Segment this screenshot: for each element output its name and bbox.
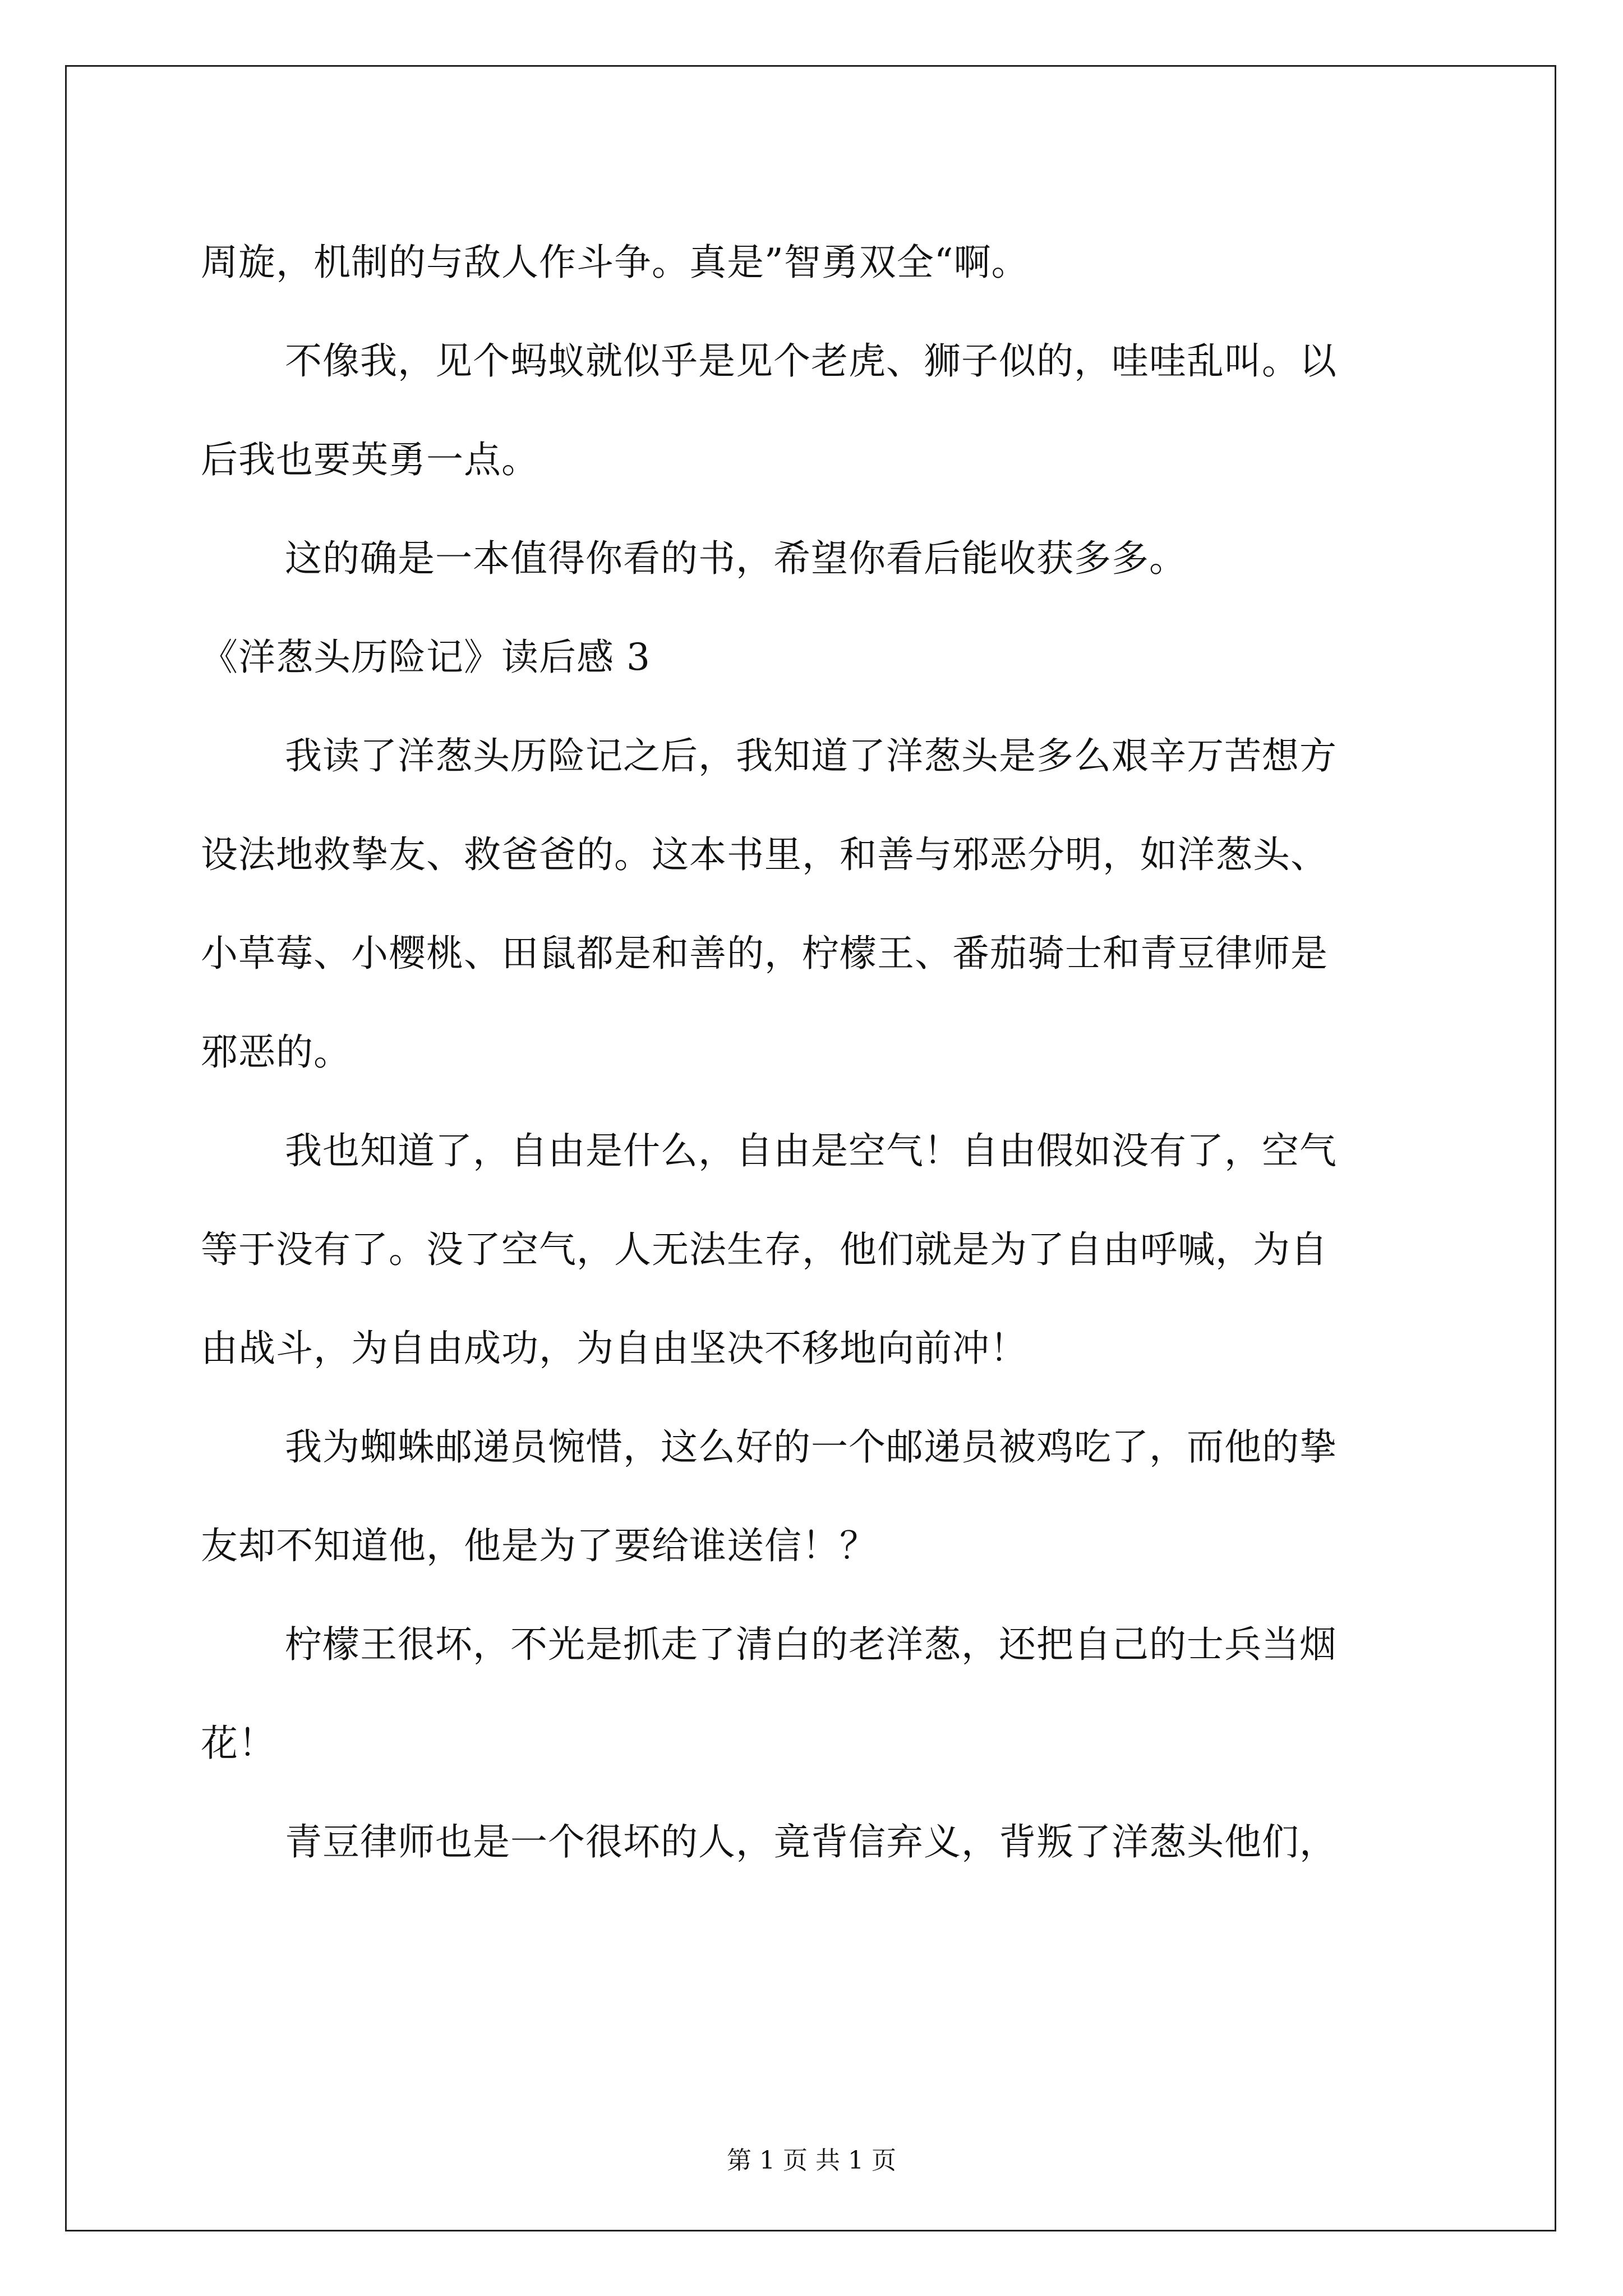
text-line-17: 青豆律师也是一个很坏的人，竟背信弃义，背叛了洋葱头他们， <box>285 1820 1337 1864</box>
text-line-9: 邪恶的。 <box>201 1030 351 1074</box>
text-line-16: 花！ <box>201 1722 276 1765</box>
document-body <box>201 213 1423 1892</box>
section-heading: 《洋葱头历险记》读后感 3 <box>201 636 651 679</box>
page-footer: 第 1 页 共 1 页 <box>727 2146 896 2175</box>
text-line-12: 由战斗，为自由成功，为自由坚决不移地向前冲！ <box>201 1327 1027 1370</box>
text-line-8: 小草莓、小樱桃、田鼠都是和善的，柠檬王、番茄骑士和青豆律师是 <box>201 932 1328 975</box>
text-line-11: 等于没有了。没了空气，人无法生存，他们就是为了自由呼喊，为自 <box>201 1228 1328 1271</box>
text-line-10: 我也知道了，自由是什么，自由是空气！自由假如没有了，空气 <box>285 1129 1337 1172</box>
text-line-1: 周旋，机制的与敌人作斗争。真是”智勇双全“啊。 <box>201 241 1029 284</box>
text-line-4: 这的确是一本值得你看的书，希望你看后能收获多多。 <box>285 537 1187 580</box>
text-line-7: 设法地救挚友、救爸爸的。这本书里，和善与邪恶分明，如洋葱头、 <box>201 833 1328 876</box>
text-line-14: 友却不知道他，他是为了要给谁送信！？ <box>201 1524 877 1567</box>
text-line-15: 柠檬王很坏，不光是抓走了清白的老洋葱，还把自己的士兵当烟 <box>285 1623 1337 1666</box>
text-line-3: 后我也要英勇一点。 <box>201 438 539 481</box>
text-line-6: 我读了洋葱头历险记之后，我知道了洋葱头是多么艰辛万苦想方 <box>285 734 1337 777</box>
text-line-2: 不像我，见个蚂蚁就似乎是见个老虎、狮子似的，哇哇乱叫。以 <box>285 339 1337 383</box>
text-line-13: 我为蜘蛛邮递员惋惜，这么好的一个邮递员被鸡吃了，而他的挚 <box>285 1425 1337 1469</box>
